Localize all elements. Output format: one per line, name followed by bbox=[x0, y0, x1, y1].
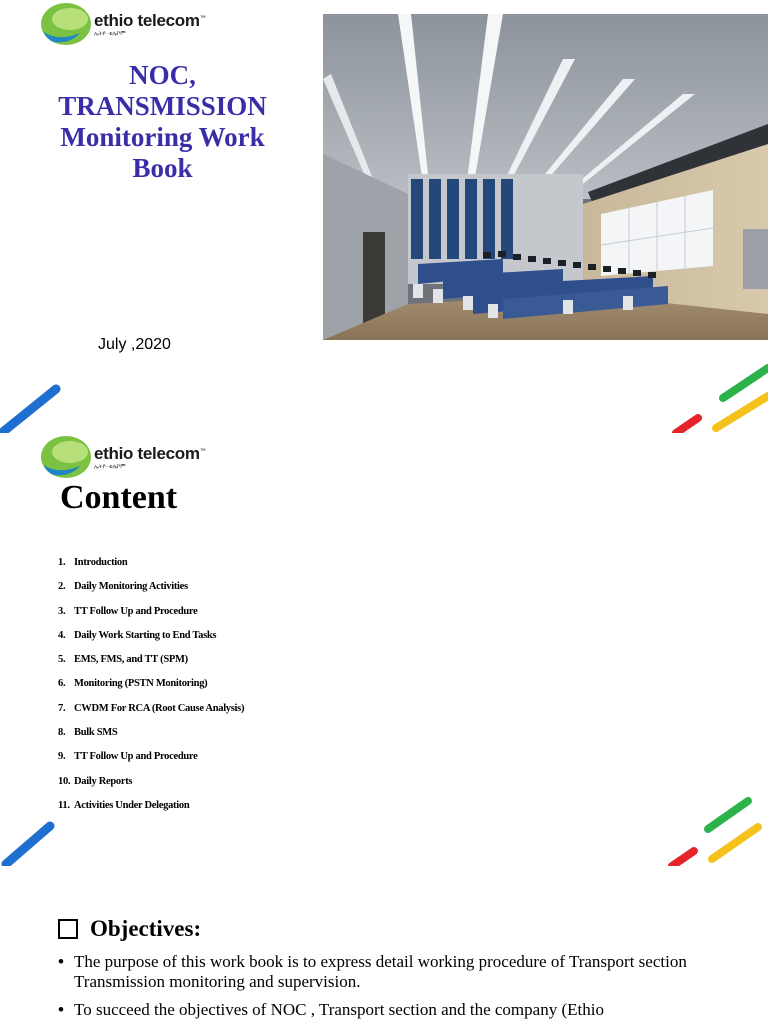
toc-item bbox=[58, 751, 244, 775]
title-line: Monitoring Work bbox=[60, 122, 265, 152]
decorative-stripes-right bbox=[628, 791, 768, 866]
title-slide bbox=[0, 0, 768, 433]
toc-number: 9. bbox=[58, 751, 66, 763]
document-date: July ,2020 bbox=[98, 336, 171, 353]
objective-item: • The purpose of this work book is to express detail working procedure of Transport section Transmission monitoring and supervision. bbox=[58, 952, 748, 992]
document-title bbox=[30, 60, 295, 184]
toc-number: 6. bbox=[58, 678, 66, 690]
toc-number: 10. bbox=[58, 775, 71, 787]
toc-number: 3. bbox=[58, 605, 66, 617]
toc-number: 1. bbox=[58, 557, 66, 568]
brand-name: ethio telecom bbox=[94, 10, 200, 30]
objectives-slide bbox=[0, 866, 768, 1024]
toc-label: EMS, FMS, and TT (SPM) bbox=[74, 654, 188, 666]
toc-label: Daily Monitoring Activities bbox=[74, 581, 188, 593]
toc-label: Activities Under Delegation bbox=[74, 799, 190, 811]
toc-label: Introduction bbox=[74, 557, 128, 568]
toc-number: 8. bbox=[58, 727, 66, 739]
toc-item bbox=[58, 557, 244, 581]
toc-item bbox=[58, 727, 244, 751]
toc-label: Daily Reports bbox=[74, 775, 133, 787]
objectives-list bbox=[58, 952, 748, 1024]
toc-label: CWDM For RCA (Root Cause Analysis) bbox=[74, 702, 245, 714]
objective-item: • To succeed the objectives of NOC , Transport section and the company (Ethio bbox=[58, 1000, 748, 1020]
ethio-telecom-logo bbox=[40, 2, 205, 46]
toc-number: 2. bbox=[58, 581, 66, 593]
brand-amharic: ኢትዮ ቴሌኮም bbox=[94, 463, 126, 470]
toc-number: 5. bbox=[58, 654, 66, 666]
toc-number: 4. bbox=[58, 629, 66, 641]
toc-label: Daily Work Starting to End Tasks bbox=[74, 629, 217, 641]
decorative-stripes-right bbox=[628, 358, 768, 433]
title-line: TRANSMISSION bbox=[58, 91, 267, 121]
trademark: ™ bbox=[199, 447, 206, 454]
checkbox-bullet-icon bbox=[58, 919, 78, 939]
objectives-heading bbox=[58, 916, 201, 942]
toc-label: Bulk SMS bbox=[74, 727, 118, 739]
decorative-stripes-left bbox=[0, 814, 70, 866]
brand-name: ethio telecom bbox=[94, 443, 200, 463]
title-line: Book bbox=[132, 153, 193, 183]
toc-label: TT Follow Up and Procedure bbox=[74, 605, 198, 617]
control-room-photo bbox=[323, 14, 768, 340]
ethio-telecom-logo bbox=[40, 435, 205, 479]
toc-number: 7. bbox=[58, 702, 66, 714]
toc-item bbox=[58, 800, 244, 824]
title-line: NOC, bbox=[129, 60, 196, 90]
toc-number: 11. bbox=[58, 799, 70, 811]
content-slide bbox=[0, 433, 768, 866]
toc-item bbox=[58, 654, 244, 678]
brand-amharic: ኢትዮ ቴሌኮም bbox=[94, 30, 126, 37]
toc-item bbox=[58, 606, 244, 630]
ethio-telecom-logo-icon bbox=[40, 435, 92, 479]
toc-item bbox=[58, 703, 244, 727]
toc-item bbox=[58, 581, 244, 605]
toc-item bbox=[58, 630, 244, 654]
decorative-stripes-left bbox=[0, 381, 70, 433]
toc-label: TT Follow Up and Procedure bbox=[74, 751, 198, 763]
trademark: ™ bbox=[199, 14, 206, 21]
toc-label: Monitoring (PSTN Monitoring) bbox=[74, 678, 208, 690]
table-of-contents bbox=[58, 557, 244, 824]
content-title: Content bbox=[60, 479, 178, 516]
toc-item bbox=[58, 678, 244, 702]
objectives-title: Objectives: bbox=[90, 916, 202, 941]
toc-item bbox=[58, 776, 244, 800]
ethio-telecom-logo-icon bbox=[40, 2, 92, 46]
